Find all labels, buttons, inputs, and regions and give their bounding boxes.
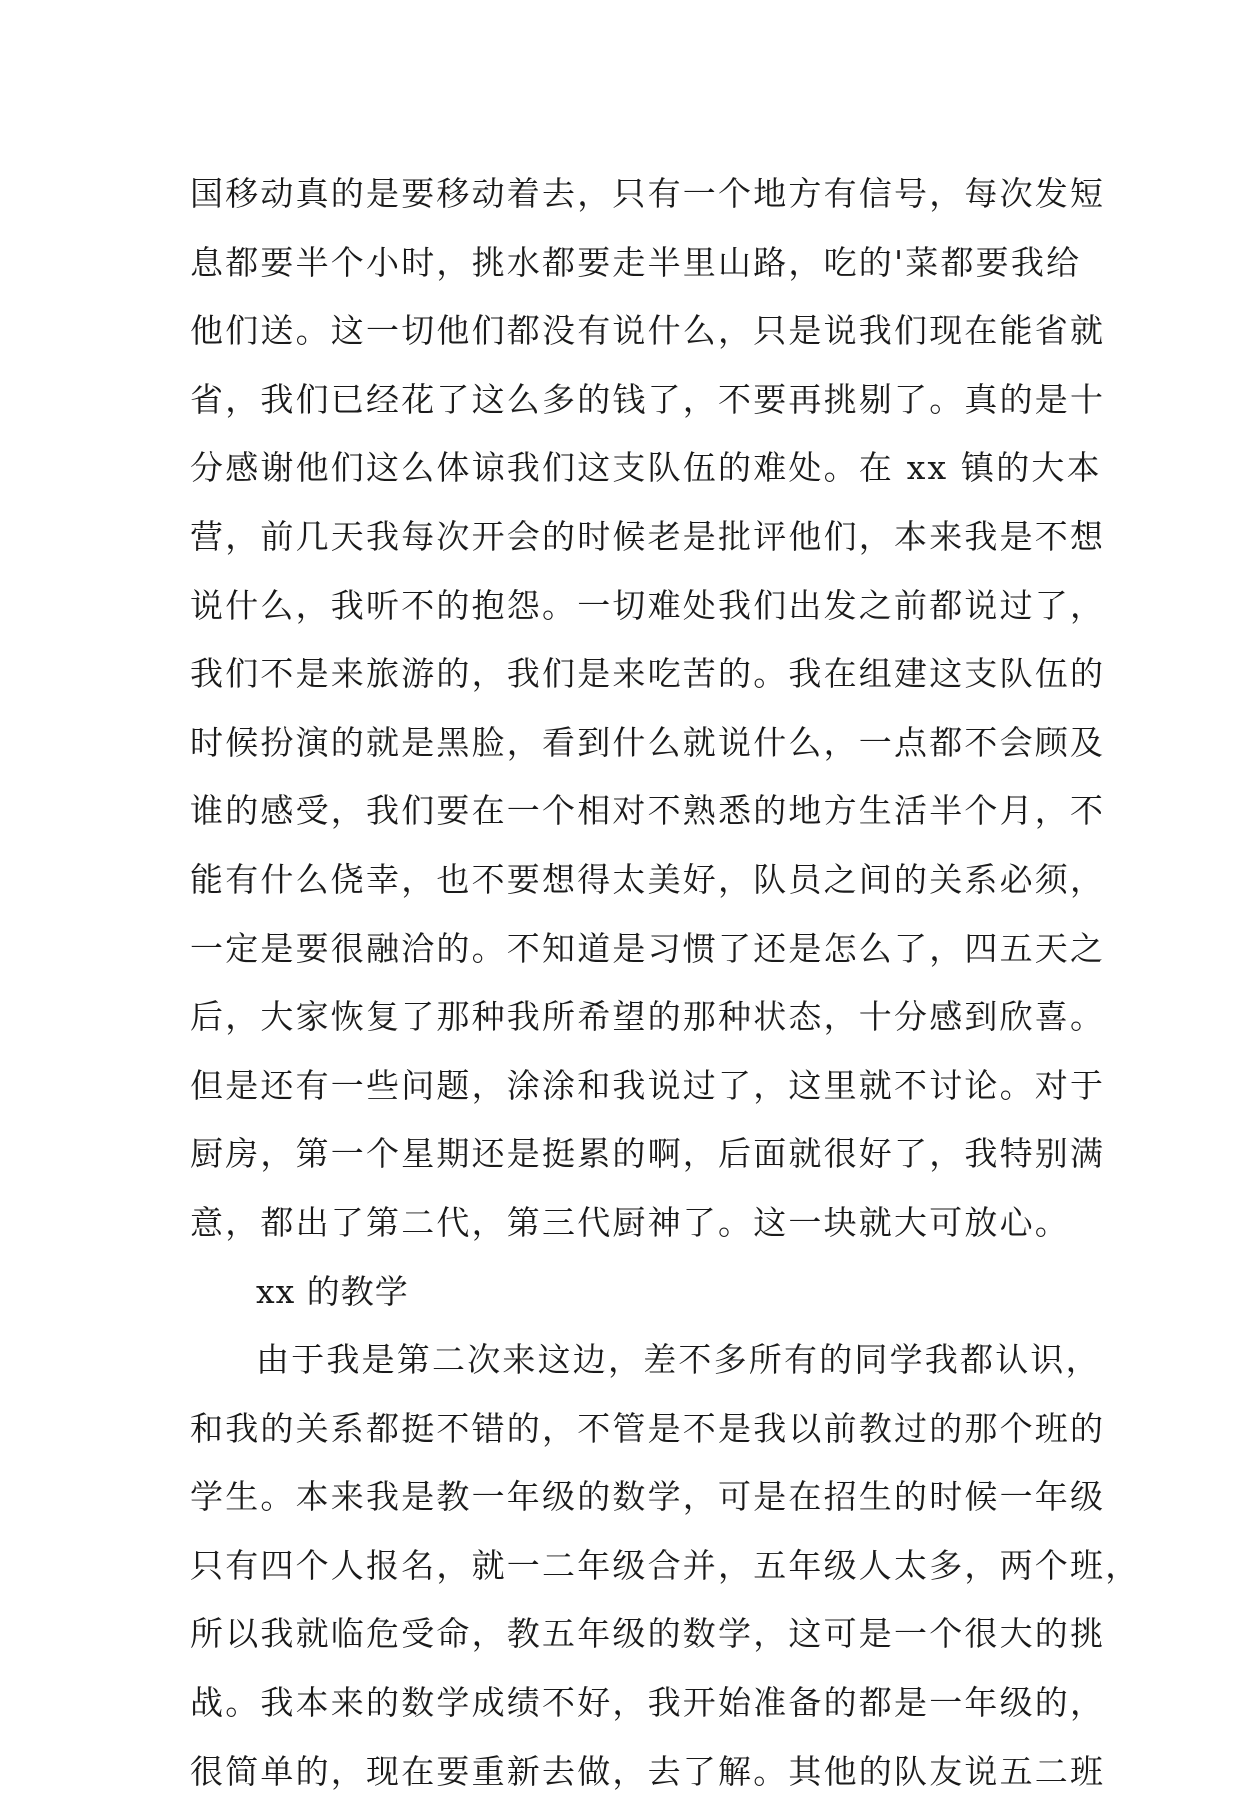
paragraph-line: 谁的感受，我们要在一个相对不熟悉的地方生活半个月，不 (190, 791, 1106, 831)
paragraph-line: 后，大家恢复了那种我所希望的那种状态，十分感到欣喜。 (190, 997, 1106, 1037)
paragraph-line: 能有什么侥幸，也不要想得太美好，队员之间的关系必须， (190, 859, 1106, 899)
paragraph-line: 很简单的，现在要重新去做，去了解。其他的队友说五二班 (190, 1751, 1106, 1791)
paragraph-line: 时候扮演的就是黑脸，看到什么就说什么，一点都不会顾及 (190, 722, 1106, 762)
paragraph-line: 厨房，第一个星期还是挺累的啊，后面就很好了，我特别满 (190, 1134, 1106, 1174)
section-heading: xx 的教学 (256, 1271, 409, 1311)
paragraph-line: 学生。本来我是教一年级的数学，可是在招生的时候一年级 (190, 1477, 1106, 1517)
paragraph-line: 息都要半个小时，挑水都要走半里山路，吃的'菜都要我给 (190, 242, 1082, 282)
paragraph-line: 战。我本来的数学成绩不好，我开始准备的都是一年级的， (190, 1683, 1106, 1723)
paragraph-line: 意，都出了第二代，第三代厨神了。这一块就大可放心。 (190, 1202, 1070, 1242)
paragraph-line: 一定是要很融洽的。不知道是习惯了还是怎么了，四五天之 (190, 928, 1106, 968)
paragraph-line: 只有四个人报名，就一二年级合并，五年级人太多，两个班， (190, 1545, 1141, 1585)
paragraph-line: 说什么，我听不的抱怨。一切难处我们出发之前都说过了， (190, 585, 1106, 625)
paragraph-line: 和我的关系都挺不错的，不管是不是我以前教过的那个班的 (190, 1408, 1106, 1448)
paragraph-line: 我们不是来旅游的，我们是来吃苦的。我在组建这支队伍的 (190, 654, 1106, 694)
paragraph-1 (190, 160, 1106, 1258)
document-body (190, 160, 1141, 1806)
paragraph-line: 国移动真的是要移动着去，只有一个地方有信号，每次发短 (190, 174, 1106, 213)
paragraph-line: 由于我是第二次来这边，差不多所有的同学我都认识， (256, 1340, 1101, 1380)
paragraph-line: 省，我们已经花了这么多的钱了，不要再挑剔了。真的是十 (190, 379, 1106, 419)
paragraph-2 (190, 1326, 1141, 1806)
paragraph-line: 营，前几天我每次开会的时候老是批评他们，本来我是不想 (190, 516, 1106, 556)
paragraph-line: 他们送。这一切他们都没有说什么，只是说我们现在能省就 (190, 311, 1106, 351)
paragraph-line: 但是还有一些问题，涂涂和我说过了，这里就不讨论。对于 (190, 1065, 1106, 1105)
paragraph-line: 分感谢他们这么体谅我们这支队伍的难处。在 xx 镇的大本 (190, 448, 1102, 488)
paragraph-line: 所以我就临危受命，教五年级的数学，这可是一个很大的挑 (190, 1614, 1106, 1654)
